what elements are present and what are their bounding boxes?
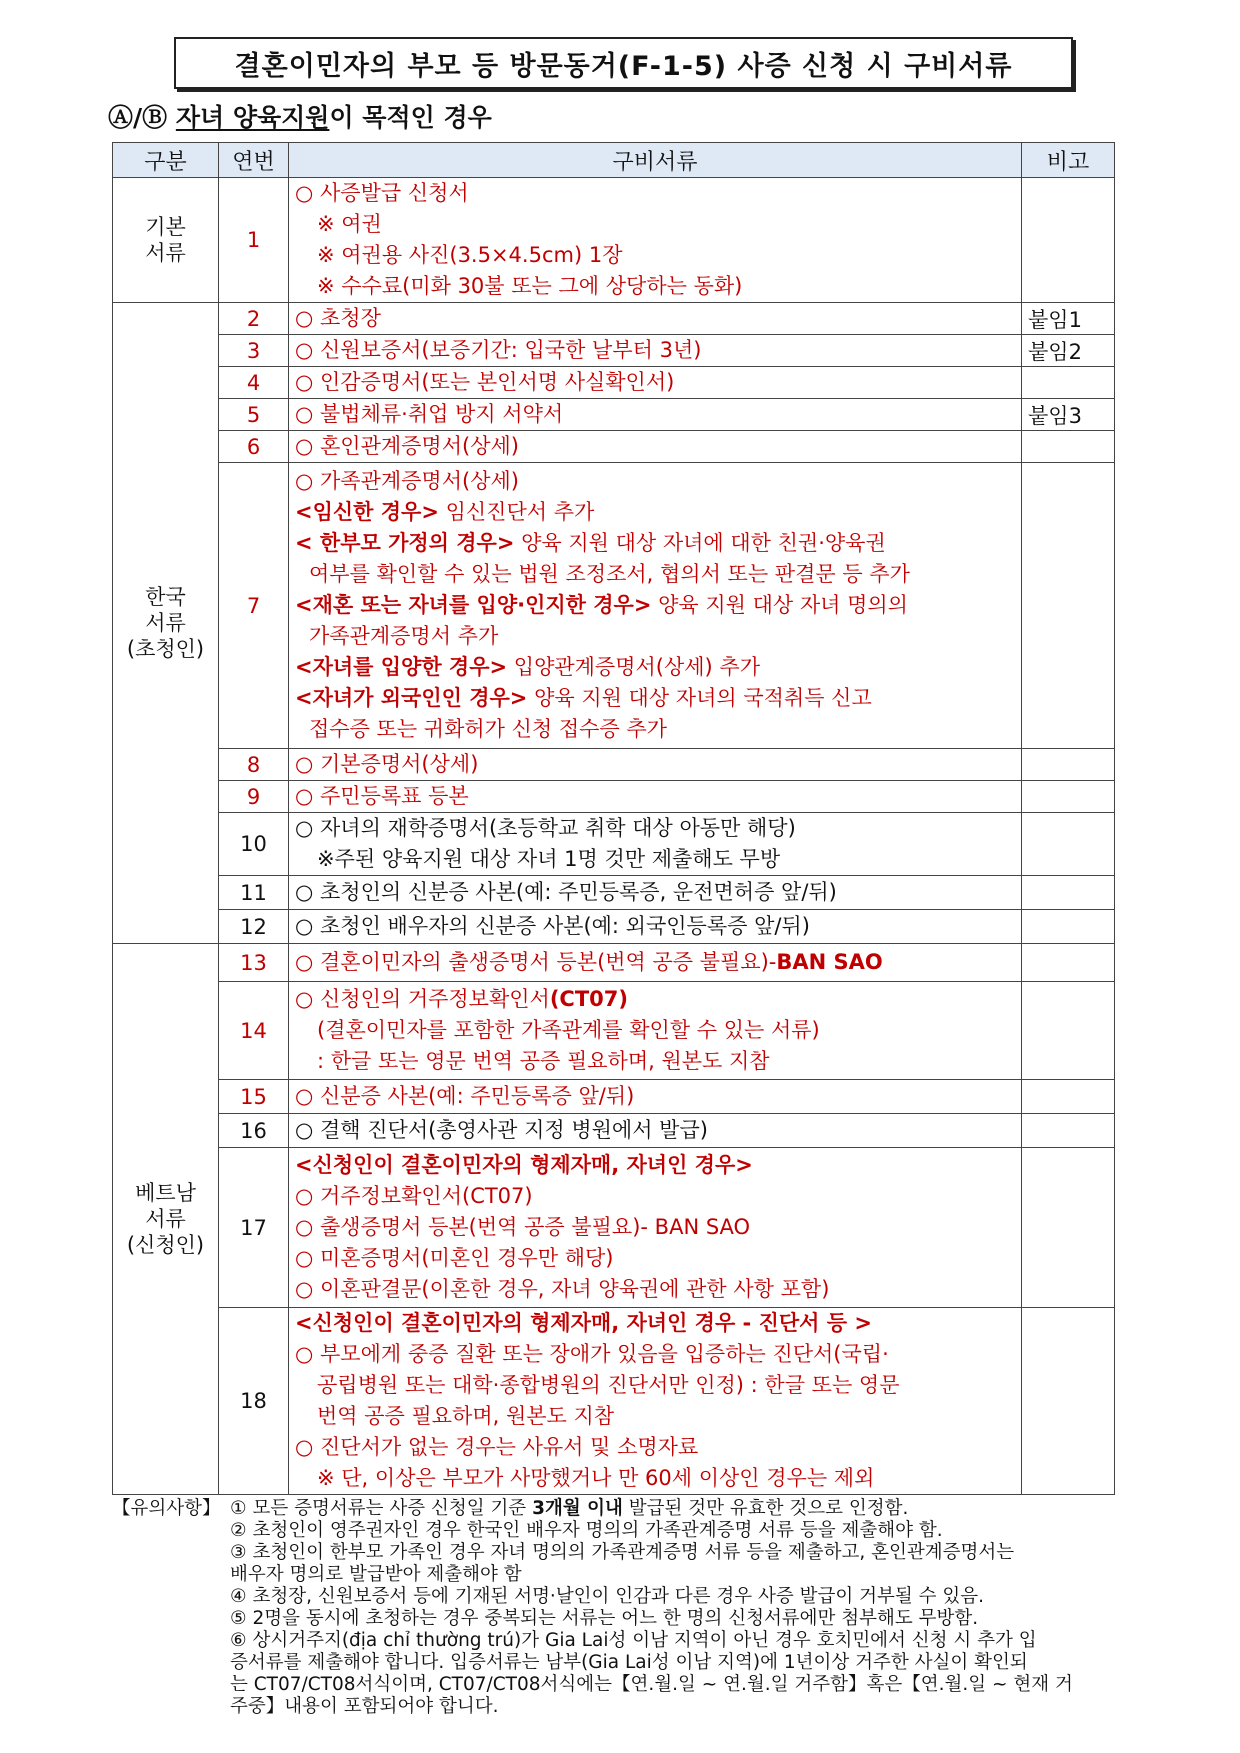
doc-line: ○ 진단서가 없는 경우는 사유서 및 소명자료 [295, 1435, 699, 1459]
row-number: 16 [219, 1114, 289, 1148]
remarks-cell [1022, 178, 1115, 303]
case-heading: <신청인이 결혼이민자의 형제자매, 자녀인 경우> [295, 1153, 753, 1177]
note-text: ① 모든 증명서류는 사증 신청일 기준 [230, 1498, 533, 1519]
notes-label: 【유의사항】 [112, 1498, 221, 1519]
documents-cell [289, 399, 1022, 431]
documents-cell [289, 982, 1022, 1080]
case-text: 가족관계증명서 추가 [309, 624, 499, 648]
row-number: 13 [219, 944, 289, 982]
table-row [113, 749, 1115, 781]
doc-line: ○ 거주정보확인서(CT07) [295, 1184, 533, 1208]
case-heading: <재혼 또는 자녀를 입양·인지한 경우> [295, 593, 652, 617]
doc-line-bold: (CT07) [549, 987, 628, 1011]
note-3a: ③ 초청인이 한부모 가족인 경우 자녀 명의의 가족관계증명 서류 등을 제출하고, 혼인관계증명서는 [230, 1542, 1015, 1563]
row-number: 9 [219, 781, 289, 813]
subtitle-suffix: 이 목적인 경우 [329, 103, 492, 132]
table-row [113, 335, 1115, 367]
notes-body [230, 1498, 1122, 1718]
doc-line: ※ 수수료(미화 30불 또는 그에 상당하는 동화) [317, 274, 743, 298]
subtitle-prefix: Ⓐ/Ⓑ [108, 103, 176, 132]
table-row [113, 781, 1115, 813]
table-row [113, 910, 1115, 944]
doc-line: ○ 신분증 사본(예: 주민등록증 앞/뒤) [295, 1084, 635, 1108]
subtitle-underlined: 자녀 양육지원 [175, 103, 330, 132]
remarks-cell: 붙임3 [1022, 399, 1115, 431]
remarks-cell: 붙임2 [1022, 335, 1115, 367]
doc-line: ※주된 양육지원 대상 자녀 1명 것만 제출해도 무방 [317, 847, 781, 871]
case-text: 임신진단서 추가 [438, 500, 595, 524]
remarks-cell [1022, 944, 1115, 982]
documents-cell [289, 910, 1022, 944]
table-row [113, 431, 1115, 463]
remarks-cell [1022, 1148, 1115, 1308]
documents-cell [289, 1114, 1022, 1148]
remarks-cell [1022, 1114, 1115, 1148]
table-header-row [113, 143, 1115, 178]
row-number: 5 [219, 399, 289, 431]
note-6d: 주중】내용이 포함되어야 합니다. [230, 1696, 499, 1717]
row-number: 3 [219, 335, 289, 367]
table-row [113, 399, 1115, 431]
table-row [113, 813, 1115, 876]
table-row [113, 178, 1115, 303]
documents-cell [289, 431, 1022, 463]
remarks-cell [1022, 367, 1115, 399]
doc-line: ○ 기본증명서(상세) [295, 752, 479, 776]
row-number: 6 [219, 431, 289, 463]
note-3b: 배우자 명의로 발급받아 제출해야 함 [230, 1564, 522, 1585]
table-row [113, 876, 1115, 910]
category-basic: 기본 서류 [113, 178, 219, 303]
remarks-cell [1022, 813, 1115, 876]
case-text: 양육 지원 대상 자녀에 대한 친권·양육권 [514, 531, 886, 555]
documents-cell [289, 335, 1022, 367]
table-row [113, 463, 1115, 749]
case-heading: <신청인이 결혼이민자의 형제자매, 자녀인 경우 - 진단서 등 > [295, 1311, 872, 1335]
documents-cell [289, 813, 1022, 876]
documents-cell [289, 1080, 1022, 1114]
row-number: 8 [219, 749, 289, 781]
remarks-cell [1022, 1080, 1115, 1114]
title-text: 결혼이민자의 부모 등 방문동거(F-1-5) 사증 신청 시 구비서류 [234, 50, 1013, 82]
doc-line: ○ 초청인의 신분증 사본(예: 주민등록증, 운전면허증 앞/뒤) [295, 880, 837, 904]
table-row [113, 303, 1115, 335]
row-number: 4 [219, 367, 289, 399]
table-row [113, 1114, 1115, 1148]
doc-line: ○ 결핵 진단서(총영사관 지정 병원에서 발급) [295, 1118, 708, 1142]
note-text: 발급된 것만 유효한 것으로 인정함. [622, 1498, 909, 1519]
note-6c: 는 CT07/CT08서식이며, CT07/CT08서식에는【연.월.일 ~ 연.월.일 거주함】혹은【연.월.일 ~ 현재 거 [230, 1674, 1073, 1695]
row-number: 12 [219, 910, 289, 944]
header-remarks: 비고 [1022, 143, 1115, 178]
note-4: ④ 초청장, 신원보증서 등에 기재된 서명·날인이 인감과 다른 경우 사증 발급이 거부될 수 있음. [230, 1586, 985, 1607]
documents-cell [289, 876, 1022, 910]
documents-table [112, 142, 1115, 1495]
note-emphasis: 3개월 이내 [532, 1498, 623, 1519]
case-text: 양육 지원 대상 자녀 명의의 [651, 593, 908, 617]
row-number: 18 [219, 1308, 289, 1495]
case-heading: < 한부모 가정의 경우> [295, 531, 515, 555]
doc-line: ○ 혼인관계증명서(상세) [295, 434, 519, 458]
case-heading: <자녀가 외국인인 경우> [295, 686, 528, 710]
header-number: 연번 [219, 143, 289, 178]
row-number: 14 [219, 982, 289, 1080]
doc-line: ○ 미혼증명서(미혼인 경우만 해당) [295, 1246, 614, 1270]
remarks-cell [1022, 749, 1115, 781]
table-row [113, 944, 1115, 982]
doc-line: ○ 초청장 [295, 306, 381, 330]
documents-cell [289, 1148, 1022, 1308]
doc-line: ○ 가족관계증명서(상세) [295, 469, 519, 493]
header-category: 구분 [113, 143, 219, 178]
documents-cell [289, 463, 1022, 749]
doc-line: ○ 결혼이민자의 출생증명서 등본(번역 공증 불필요)- [295, 950, 777, 974]
doc-line: ○ 이혼판결문(이혼한 경우, 자녀 양육권에 관한 사항 포함) [295, 1277, 830, 1301]
doc-line: (결혼이민자를 포함한 가족관계를 확인할 수 있는 서류) [317, 1018, 820, 1042]
case-text: 접수증 또는 귀화허가 신청 접수증 추가 [309, 717, 667, 741]
remarks-cell [1022, 1308, 1115, 1495]
doc-line: ※ 여권 [317, 212, 382, 236]
documents-cell [289, 781, 1022, 813]
doc-line: ○ 인감증명서(또는 본인서명 사실확인서) [295, 370, 675, 394]
table-row [113, 982, 1115, 1080]
remarks-cell [1022, 910, 1115, 944]
remarks-cell: 붙임1 [1022, 303, 1115, 335]
row-number: 10 [219, 813, 289, 876]
remarks-cell [1022, 982, 1115, 1080]
documents-cell [289, 944, 1022, 982]
doc-line: ○ 신청인의 거주정보확인서 [295, 987, 550, 1011]
note-5: ⑤ 2명을 동시에 초청하는 경우 중복되는 서류는 어느 한 명의 신청서류에만 첨부해도 무방함. [230, 1608, 979, 1629]
row-number: 7 [219, 463, 289, 749]
doc-line-bold: BAN SAO [776, 950, 883, 974]
note-1 [230, 1498, 1122, 1520]
row-number: 11 [219, 876, 289, 910]
doc-line: 공립병원 또는 대학·종합병원의 진단서만 인정) : 한글 또는 영문 [317, 1373, 900, 1397]
doc-line: : 한글 또는 영문 번역 공증 필요하며, 원본도 지참 [317, 1049, 770, 1073]
row-number: 17 [219, 1148, 289, 1308]
documents-cell [289, 303, 1022, 335]
case-text: 양육 지원 대상 자녀의 국적취득 신고 [527, 686, 872, 710]
notes-section [112, 1498, 1122, 1718]
note-6b: 증서류를 제출해야 합니다. 입증서류는 남부(Gia Lai성 이남 지역)에 1년이상 거주한 사실이 확인되 [230, 1652, 1028, 1673]
remarks-cell [1022, 431, 1115, 463]
case-heading: <자녀를 입양한 경우> [295, 655, 508, 679]
row-number: 2 [219, 303, 289, 335]
doc-line: ○ 신원보증서(보증기간: 입국한 날부터 3년) [295, 338, 702, 362]
case-heading: <임신한 경우> [295, 500, 439, 524]
table-row [113, 1308, 1115, 1495]
doc-line: ○ 불법체류·취업 방지 서약서 [295, 402, 564, 426]
table-row [113, 1148, 1115, 1308]
documents-cell [289, 178, 1022, 303]
documents-cell [289, 749, 1022, 781]
doc-line: ○ 초청인 배우자의 신분증 사본(예: 외국인등록증 앞/뒤) [295, 914, 810, 938]
doc-line: ※ 여권용 사진(3.5×4.5cm) 1장 [317, 243, 623, 267]
case-text: 입양관계증명서(상세) 추가 [507, 655, 760, 679]
doc-line: ○ 사증발급 신청서 [295, 181, 469, 205]
remarks-cell [1022, 463, 1115, 749]
doc-line: ○ 부모에게 중증 질환 또는 장애가 있음을 입증하는 진단서(국립· [295, 1342, 889, 1366]
note-6a: ⑥ 상시거주지(địa chỉ thường trú)가 Gia Lai성 이남 지역이 아닌 경우 호치민에서 신청 시 추가 입 [230, 1630, 1037, 1651]
documents-cell [289, 1308, 1022, 1495]
table-row [113, 1080, 1115, 1114]
note-2: ② 초청인이 영주권자인 경우 한국인 배우자 명의의 가족관계증명 서류 등을 제출해야 함. [230, 1520, 943, 1541]
doc-line: ○ 출생증명서 등본(번역 공증 불필요)- BAN SAO [295, 1215, 751, 1239]
remarks-cell [1022, 876, 1115, 910]
doc-line: ※ 단, 이상은 부모가 사망했거나 만 60세 이상인 경우는 제외 [317, 1466, 875, 1490]
remarks-cell [1022, 781, 1115, 813]
document-title [174, 37, 1073, 89]
category-korea: 한국 서류 (초청인) [113, 303, 219, 944]
case-text: 여부를 확인할 수 있는 법원 조정조서, 협의서 또는 판결문 등 추가 [309, 562, 910, 586]
row-number: 15 [219, 1080, 289, 1114]
table-row [113, 367, 1115, 399]
doc-line: ○ 자녀의 재학증명서(초등학교 취학 대상 아동만 해당) [295, 816, 796, 840]
documents-cell [289, 367, 1022, 399]
section-subtitle [108, 98, 492, 134]
doc-line: 번역 공증 필요하며, 원본도 지참 [317, 1404, 615, 1428]
header-documents: 구비서류 [289, 143, 1022, 178]
category-vietnam: 베트남 서류 (신청인) [113, 944, 219, 1495]
row-number: 1 [219, 178, 289, 303]
doc-line: ○ 주민등록표 등본 [295, 784, 469, 808]
